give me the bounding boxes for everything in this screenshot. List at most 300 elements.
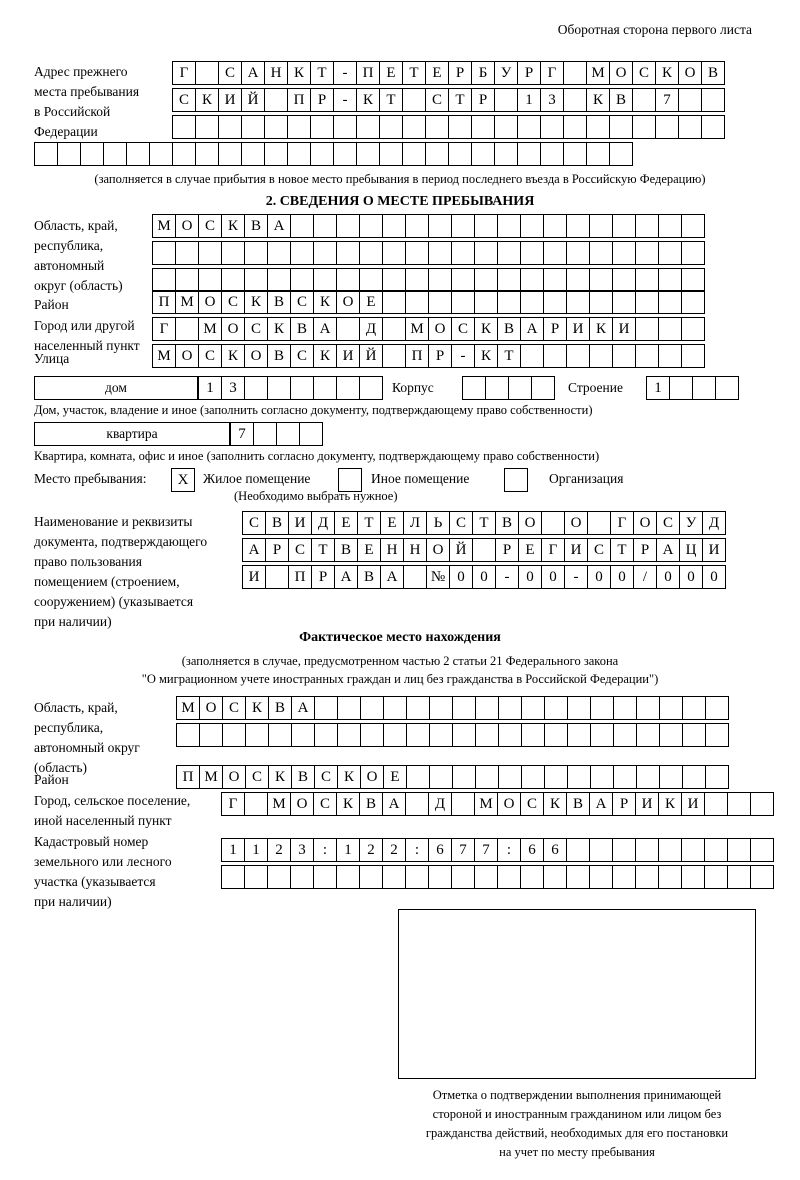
document-cell-4[interactable]: Р [311, 565, 335, 589]
prev-address-cell-24[interactable] [563, 142, 587, 166]
prev-address-cell-2[interactable] [57, 142, 81, 166]
checkbox-zhiloe[interactable]: X [171, 468, 195, 492]
section3-district-cell-1[interactable]: П [176, 765, 200, 789]
section3-district-cell-14[interactable] [475, 765, 499, 789]
section3-city-cell-4[interactable]: О [290, 792, 314, 816]
prev-address-cell-14[interactable]: Р [471, 88, 495, 112]
prev-address-cell-15[interactable]: У [494, 61, 518, 85]
prev-address-cell-19[interactable] [586, 115, 610, 139]
section3-region-cell-3[interactable] [222, 723, 246, 747]
cadastral-cell-19[interactable] [635, 865, 659, 889]
section2-region-cell-3[interactable] [198, 268, 222, 292]
section2-region-cell-2[interactable]: О [175, 214, 199, 238]
section3-city-cell-13[interactable]: О [497, 792, 521, 816]
house-cells[interactable] [198, 376, 383, 400]
cadastral-cell-14[interactable] [520, 865, 544, 889]
prev-address-cell-14[interactable] [471, 115, 495, 139]
document-cell-10[interactable]: Й [449, 538, 473, 562]
section2-street-cell-16[interactable]: Т [497, 344, 521, 368]
stamp-box[interactable] [398, 909, 756, 1079]
prev-address-cell-24[interactable] [701, 115, 725, 139]
prev-address-cell-26[interactable] [609, 142, 633, 166]
section3-district-cell-21[interactable] [636, 765, 660, 789]
section3-district-cell-20[interactable] [613, 765, 637, 789]
section3-region-cell-17[interactable] [544, 696, 568, 720]
section2-district-cell-13[interactable] [428, 290, 452, 314]
prev-address-row-3[interactable] [172, 115, 725, 139]
section2-city-cell-11[interactable] [382, 317, 406, 341]
cadastral-cell-18[interactable] [612, 838, 636, 862]
document-cell-6[interactable]: Т [357, 511, 381, 535]
prev-address-cell-19[interactable] [448, 142, 472, 166]
document-cell-5[interactable]: А [334, 565, 358, 589]
section3-region-cell-22[interactable] [659, 723, 683, 747]
section2-region-cell-19[interactable] [566, 241, 590, 265]
prev-address-cell-11[interactable] [402, 88, 426, 112]
prev-address-cell-13[interactable]: Т [448, 88, 472, 112]
section3-region-cell-19[interactable] [590, 723, 614, 747]
cadastral-cell-14[interactable]: 6 [520, 838, 544, 862]
cadastral-cell-15[interactable]: 6 [543, 838, 567, 862]
section3-region-cell-6[interactable]: А [291, 696, 315, 720]
cadastral-cell-3[interactable] [267, 865, 291, 889]
section2-city-cell-22[interactable] [635, 317, 659, 341]
prev-address-cell-20[interactable] [609, 115, 633, 139]
section3-city-cell-23[interactable] [727, 792, 751, 816]
document-cell-12[interactable]: - [495, 565, 519, 589]
section3-region-cell-14[interactable] [475, 723, 499, 747]
section2-street-cell-7[interactable]: С [290, 344, 314, 368]
section3-district-cell-18[interactable] [567, 765, 591, 789]
section3-district-cell-4[interactable]: С [245, 765, 269, 789]
prev-address-cell-14[interactable] [333, 142, 357, 166]
document-cell-11[interactable]: 0 [472, 565, 496, 589]
document-cell-20[interactable]: Ц [679, 538, 703, 562]
section2-street-cell-10[interactable]: Й [359, 344, 383, 368]
prev-address-cell-5[interactable]: Н [264, 61, 288, 85]
cadastral-cell-22[interactable] [704, 865, 728, 889]
document-cell-18[interactable]: / [633, 565, 657, 589]
section2-region-cell-8[interactable] [313, 268, 337, 292]
section3-region-row-2[interactable] [176, 723, 729, 747]
document-cell-4[interactable]: Т [311, 538, 335, 562]
section3-region-cell-17[interactable] [544, 723, 568, 747]
section2-region-cell-19[interactable] [566, 268, 590, 292]
cadastral-cell-7[interactable]: 2 [359, 838, 383, 862]
prev-address-cell-8[interactable]: - [333, 88, 357, 112]
section2-district-cell-7[interactable]: С [290, 290, 314, 314]
cadastral-cell-11[interactable] [451, 865, 475, 889]
prev-address-row-1[interactable] [172, 61, 725, 85]
cadastral-row-1[interactable] [221, 838, 774, 862]
section3-city-cell-19[interactable]: И [635, 792, 659, 816]
section2-region-cell-12[interactable] [405, 268, 429, 292]
prev-address-cell-13[interactable] [448, 115, 472, 139]
section3-city-cell-18[interactable]: Р [612, 792, 636, 816]
document-cell-16[interactable]: 0 [587, 565, 611, 589]
section2-city-cell-17[interactable]: А [520, 317, 544, 341]
section2-street-cell-3[interactable]: С [198, 344, 222, 368]
section2-region-cell-16[interactable] [497, 214, 521, 238]
section2-region-cell-23[interactable] [658, 268, 682, 292]
prev-address-cell-15[interactable] [494, 88, 518, 112]
section2-city-cell-24[interactable] [681, 317, 705, 341]
document-cell-8[interactable] [403, 565, 427, 589]
section2-street-cell-4[interactable]: К [221, 344, 245, 368]
section2-region-cell-1[interactable]: М [152, 214, 176, 238]
section2-region-cell-5[interactable] [244, 241, 268, 265]
prev-address-cell-20[interactable]: О [609, 61, 633, 85]
korpus-cells[interactable] [462, 376, 555, 400]
section2-region-cell-22[interactable] [635, 268, 659, 292]
section2-region-cell-6[interactable] [267, 241, 291, 265]
section3-region-cell-8[interactable] [337, 696, 361, 720]
section3-district-row[interactable] [176, 765, 729, 789]
section3-region-cell-3[interactable]: С [222, 696, 246, 720]
prev-address-cell-8[interactable]: - [333, 61, 357, 85]
document-cell-10[interactable]: 0 [449, 565, 473, 589]
document-cell-9[interactable]: Ь [426, 511, 450, 535]
section3-region-cell-2[interactable] [199, 723, 223, 747]
prev-address-cell-5[interactable] [264, 88, 288, 112]
section2-street-cell-1[interactable]: М [152, 344, 176, 368]
section3-city-cell-9[interactable] [405, 792, 429, 816]
section2-region-cell-19[interactable] [566, 214, 590, 238]
section3-district-cell-5[interactable]: К [268, 765, 292, 789]
section2-district-cell-3[interactable]: О [198, 290, 222, 314]
section2-street-cell-24[interactable] [681, 344, 705, 368]
flat-cell-4[interactable] [299, 422, 323, 446]
prev-address-cell-16[interactable] [379, 142, 403, 166]
section2-district-cell-14[interactable] [451, 290, 475, 314]
section3-region-cell-12[interactable] [429, 723, 453, 747]
document-cell-14[interactable] [541, 511, 565, 535]
prev-address-cell-1[interactable]: Г [172, 61, 196, 85]
cadastral-cell-6[interactable]: 1 [336, 838, 360, 862]
section2-region-cell-22[interactable] [635, 214, 659, 238]
prev-address-cell-2[interactable] [195, 61, 219, 85]
section3-region-cell-9[interactable] [360, 723, 384, 747]
flat-cell-1[interactable]: 7 [230, 422, 254, 446]
section2-city-cell-21[interactable]: И [612, 317, 636, 341]
section2-district-cell-20[interactable] [589, 290, 613, 314]
prev-address-cell-9[interactable]: К [356, 88, 380, 112]
section3-region-cell-14[interactable] [475, 696, 499, 720]
cadastral-cell-8[interactable] [382, 865, 406, 889]
flat-cells[interactable] [230, 422, 323, 446]
house-cell-6[interactable] [313, 376, 337, 400]
section3-region-cell-11[interactable] [406, 723, 430, 747]
section2-city-cell-7[interactable]: В [290, 317, 314, 341]
document-row-1[interactable] [242, 511, 726, 535]
section2-region-cell-16[interactable] [497, 268, 521, 292]
section2-street-cell-2[interactable]: О [175, 344, 199, 368]
document-cell-18[interactable]: Р [633, 538, 657, 562]
section2-district-cell-10[interactable]: Е [359, 290, 383, 314]
document-cell-15[interactable]: - [564, 565, 588, 589]
document-cell-19[interactable]: 0 [656, 565, 680, 589]
document-cell-3[interactable]: И [288, 511, 312, 535]
section2-city-cell-2[interactable] [175, 317, 199, 341]
section2-street-cell-20[interactable] [589, 344, 613, 368]
section2-district-cell-22[interactable] [635, 290, 659, 314]
prev-address-cell-3[interactable]: И [218, 88, 242, 112]
section3-region-cell-2[interactable]: О [199, 696, 223, 720]
document-cell-19[interactable]: А [656, 538, 680, 562]
prev-address-cell-4[interactable] [103, 142, 127, 166]
prev-address-cell-21[interactable] [632, 88, 656, 112]
section2-city-row[interactable] [152, 317, 705, 341]
section3-region-cell-15[interactable] [498, 696, 522, 720]
prev-address-cell-17[interactable]: Г [540, 61, 564, 85]
section3-district-cell-6[interactable]: В [291, 765, 315, 789]
section2-region-cell-2[interactable] [175, 268, 199, 292]
section2-city-cell-8[interactable]: А [313, 317, 337, 341]
section3-district-cell-17[interactable] [544, 765, 568, 789]
prev-address-cell-8[interactable] [333, 115, 357, 139]
section3-region-cell-21[interactable] [636, 696, 660, 720]
section2-region-cell-13[interactable] [428, 214, 452, 238]
section3-city-cell-12[interactable]: М [474, 792, 498, 816]
document-cell-12[interactable]: Р [495, 538, 519, 562]
section2-district-cell-12[interactable] [405, 290, 429, 314]
section2-region-cell-15[interactable] [474, 241, 498, 265]
section2-street-row[interactable] [152, 344, 705, 368]
cadastral-cell-19[interactable] [635, 838, 659, 862]
prev-address-cell-20[interactable]: В [609, 88, 633, 112]
section2-district-cell-21[interactable] [612, 290, 636, 314]
section2-street-cell-5[interactable]: О [244, 344, 268, 368]
section2-region-cell-10[interactable] [359, 241, 383, 265]
section2-district-cell-8[interactable]: К [313, 290, 337, 314]
section2-region-cell-21[interactable] [612, 241, 636, 265]
section2-city-cell-4[interactable]: О [221, 317, 245, 341]
section2-region-cell-3[interactable] [198, 241, 222, 265]
section2-city-cell-19[interactable]: И [566, 317, 590, 341]
prev-address-cell-13[interactable]: Р [448, 61, 472, 85]
document-cell-13[interactable]: 0 [518, 565, 542, 589]
cadastral-cell-10[interactable] [428, 865, 452, 889]
section3-city-cell-11[interactable] [451, 792, 475, 816]
section2-district-cell-17[interactable] [520, 290, 544, 314]
prev-address-cell-6[interactable] [287, 115, 311, 139]
section3-city-cell-6[interactable]: К [336, 792, 360, 816]
section3-region-cell-5[interactable]: В [268, 696, 292, 720]
document-cell-17[interactable]: 0 [610, 565, 634, 589]
cadastral-cell-24[interactable] [750, 865, 774, 889]
prev-address-cell-23[interactable] [540, 142, 564, 166]
prev-address-cell-7[interactable]: Р [310, 88, 334, 112]
section2-region-cell-8[interactable] [313, 241, 337, 265]
cadastral-cell-7[interactable] [359, 865, 383, 889]
document-cell-2[interactable] [265, 565, 289, 589]
section2-region-cell-11[interactable] [382, 214, 406, 238]
prev-address-cell-2[interactable]: К [195, 88, 219, 112]
prev-address-cell-1[interactable] [34, 142, 58, 166]
section3-district-cell-22[interactable] [659, 765, 683, 789]
section2-region-cell-6[interactable]: А [267, 214, 291, 238]
section2-city-cell-1[interactable]: Г [152, 317, 176, 341]
section3-region-cell-13[interactable] [452, 723, 476, 747]
section2-region-cell-23[interactable] [658, 214, 682, 238]
section2-street-cell-22[interactable] [635, 344, 659, 368]
section3-district-cell-16[interactable] [521, 765, 545, 789]
prev-address-cell-9[interactable] [218, 142, 242, 166]
prev-address-cell-9[interactable] [356, 115, 380, 139]
house-cell-5[interactable] [290, 376, 314, 400]
section2-region-cell-4[interactable]: К [221, 214, 245, 238]
cadastral-cell-20[interactable] [658, 865, 682, 889]
prev-address-cell-15[interactable] [494, 115, 518, 139]
document-cell-8[interactable]: Л [403, 511, 427, 535]
section3-region-cell-6[interactable] [291, 723, 315, 747]
prev-address-cell-11[interactable] [264, 142, 288, 166]
section2-city-cell-23[interactable] [658, 317, 682, 341]
section3-district-cell-8[interactable]: К [337, 765, 361, 789]
prev-address-cell-16[interactable]: Р [517, 61, 541, 85]
document-cell-5[interactable]: В [334, 538, 358, 562]
section2-region-cell-7[interactable] [290, 214, 314, 238]
section2-region-cell-4[interactable] [221, 241, 245, 265]
section3-district-cell-15[interactable] [498, 765, 522, 789]
stroenie-cells[interactable] [646, 376, 739, 400]
cadastral-cell-13[interactable]: : [497, 838, 521, 862]
section2-street-cell-11[interactable] [382, 344, 406, 368]
section2-region-cell-7[interactable] [290, 241, 314, 265]
cadastral-cell-8[interactable]: 2 [382, 838, 406, 862]
document-cell-3[interactable]: С [288, 538, 312, 562]
document-cell-11[interactable] [472, 538, 496, 562]
house-cell-2[interactable]: 3 [221, 376, 245, 400]
prev-address-cell-17[interactable] [402, 142, 426, 166]
section2-city-cell-6[interactable]: К [267, 317, 291, 341]
document-cell-18[interactable]: О [633, 511, 657, 535]
section3-district-cell-24[interactable] [705, 765, 729, 789]
prev-address-cell-12[interactable]: Е [425, 61, 449, 85]
section2-region-cell-20[interactable] [589, 214, 613, 238]
section2-city-cell-9[interactable] [336, 317, 360, 341]
cadastral-cell-11[interactable]: 7 [451, 838, 475, 862]
section3-region-cell-24[interactable] [705, 696, 729, 720]
section3-city-cell-20[interactable]: К [658, 792, 682, 816]
section3-region-cell-7[interactable] [314, 723, 338, 747]
cadastral-cell-10[interactable]: 6 [428, 838, 452, 862]
document-cell-15[interactable]: И [564, 538, 588, 562]
cadastral-cell-23[interactable] [727, 838, 751, 862]
prev-address-cell-7[interactable] [310, 115, 334, 139]
section2-street-cell-18[interactable] [543, 344, 567, 368]
document-cell-21[interactable]: Д [702, 511, 726, 535]
house-cell-8[interactable] [359, 376, 383, 400]
document-cell-20[interactable]: У [679, 511, 703, 535]
section3-region-cell-8[interactable] [337, 723, 361, 747]
section2-city-cell-18[interactable]: Р [543, 317, 567, 341]
section3-region-cell-18[interactable] [567, 696, 591, 720]
section3-city-cell-24[interactable] [750, 792, 774, 816]
section2-region-cell-21[interactable] [612, 214, 636, 238]
prev-address-cell-11[interactable] [402, 115, 426, 139]
section2-district-row[interactable] [152, 290, 705, 314]
document-cell-1[interactable]: С [242, 511, 266, 535]
prev-address-cell-19[interactable]: К [586, 88, 610, 112]
document-cell-17[interactable]: Т [610, 538, 634, 562]
document-cell-19[interactable]: С [656, 511, 680, 535]
cadastral-cell-17[interactable] [589, 865, 613, 889]
flat-cell-2[interactable] [253, 422, 277, 446]
section2-city-cell-10[interactable]: Д [359, 317, 383, 341]
section2-region-cell-18[interactable] [543, 241, 567, 265]
section2-region-cell-24[interactable] [681, 268, 705, 292]
section2-street-cell-8[interactable]: К [313, 344, 337, 368]
cadastral-cell-21[interactable] [681, 838, 705, 862]
document-cell-21[interactable]: 0 [702, 565, 726, 589]
cadastral-cell-22[interactable] [704, 838, 728, 862]
prev-address-cell-18[interactable] [563, 88, 587, 112]
house-cell-7[interactable] [336, 376, 360, 400]
cadastral-cell-1[interactable]: 1 [221, 838, 245, 862]
section3-city-cell-7[interactable]: В [359, 792, 383, 816]
section3-region-cell-7[interactable] [314, 696, 338, 720]
section3-city-cell-1[interactable]: Г [221, 792, 245, 816]
section2-city-cell-13[interactable]: О [428, 317, 452, 341]
section2-region-cell-10[interactable] [359, 268, 383, 292]
section3-city-cell-2[interactable] [244, 792, 268, 816]
section2-region-cell-12[interactable] [405, 214, 429, 238]
section2-region-cell-14[interactable] [451, 241, 475, 265]
prev-address-cell-14[interactable]: Б [471, 61, 495, 85]
section2-city-cell-15[interactable]: К [474, 317, 498, 341]
korpus-cell-2[interactable] [485, 376, 509, 400]
section2-district-cell-6[interactable]: В [267, 290, 291, 314]
prev-address-cell-10[interactable]: Е [379, 61, 403, 85]
prev-address-cell-18[interactable] [563, 115, 587, 139]
cadastral-cell-24[interactable] [750, 838, 774, 862]
document-cell-14[interactable]: Г [541, 538, 565, 562]
prev-address-cell-18[interactable] [425, 142, 449, 166]
section2-region-cell-24[interactable] [681, 214, 705, 238]
prev-address-cell-5[interactable] [264, 115, 288, 139]
prev-address-cell-2[interactable] [195, 115, 219, 139]
section2-region-cell-5[interactable] [244, 268, 268, 292]
section2-district-cell-19[interactable] [566, 290, 590, 314]
prev-address-row-2[interactable] [172, 88, 725, 112]
document-cell-17[interactable]: Г [610, 511, 634, 535]
section3-city-cell-8[interactable]: А [382, 792, 406, 816]
stroenie-cell-4[interactable] [715, 376, 739, 400]
section2-region-cell-14[interactable] [451, 214, 475, 238]
prev-address-cell-6[interactable] [149, 142, 173, 166]
section3-region-cell-23[interactable] [682, 723, 706, 747]
document-cell-20[interactable]: 0 [679, 565, 703, 589]
document-cell-1[interactable]: А [242, 538, 266, 562]
section3-region-cell-12[interactable] [429, 696, 453, 720]
section3-region-cell-1[interactable]: М [176, 696, 200, 720]
checkbox-organizaciya[interactable] [504, 468, 528, 492]
stroenie-cell-1[interactable]: 1 [646, 376, 670, 400]
prev-address-cell-6[interactable]: К [287, 61, 311, 85]
section2-district-cell-24[interactable] [681, 290, 705, 314]
section3-region-cell-1[interactable] [176, 723, 200, 747]
prev-address-cell-16[interactable] [517, 115, 541, 139]
prev-address-cell-12[interactable] [425, 115, 449, 139]
document-cell-15[interactable]: О [564, 511, 588, 535]
section3-region-cell-23[interactable] [682, 696, 706, 720]
section3-region-cell-18[interactable] [567, 723, 591, 747]
prev-address-cell-17[interactable]: 3 [540, 88, 564, 112]
section2-street-cell-12[interactable]: П [405, 344, 429, 368]
cadastral-cell-13[interactable] [497, 865, 521, 889]
section2-street-cell-21[interactable] [612, 344, 636, 368]
